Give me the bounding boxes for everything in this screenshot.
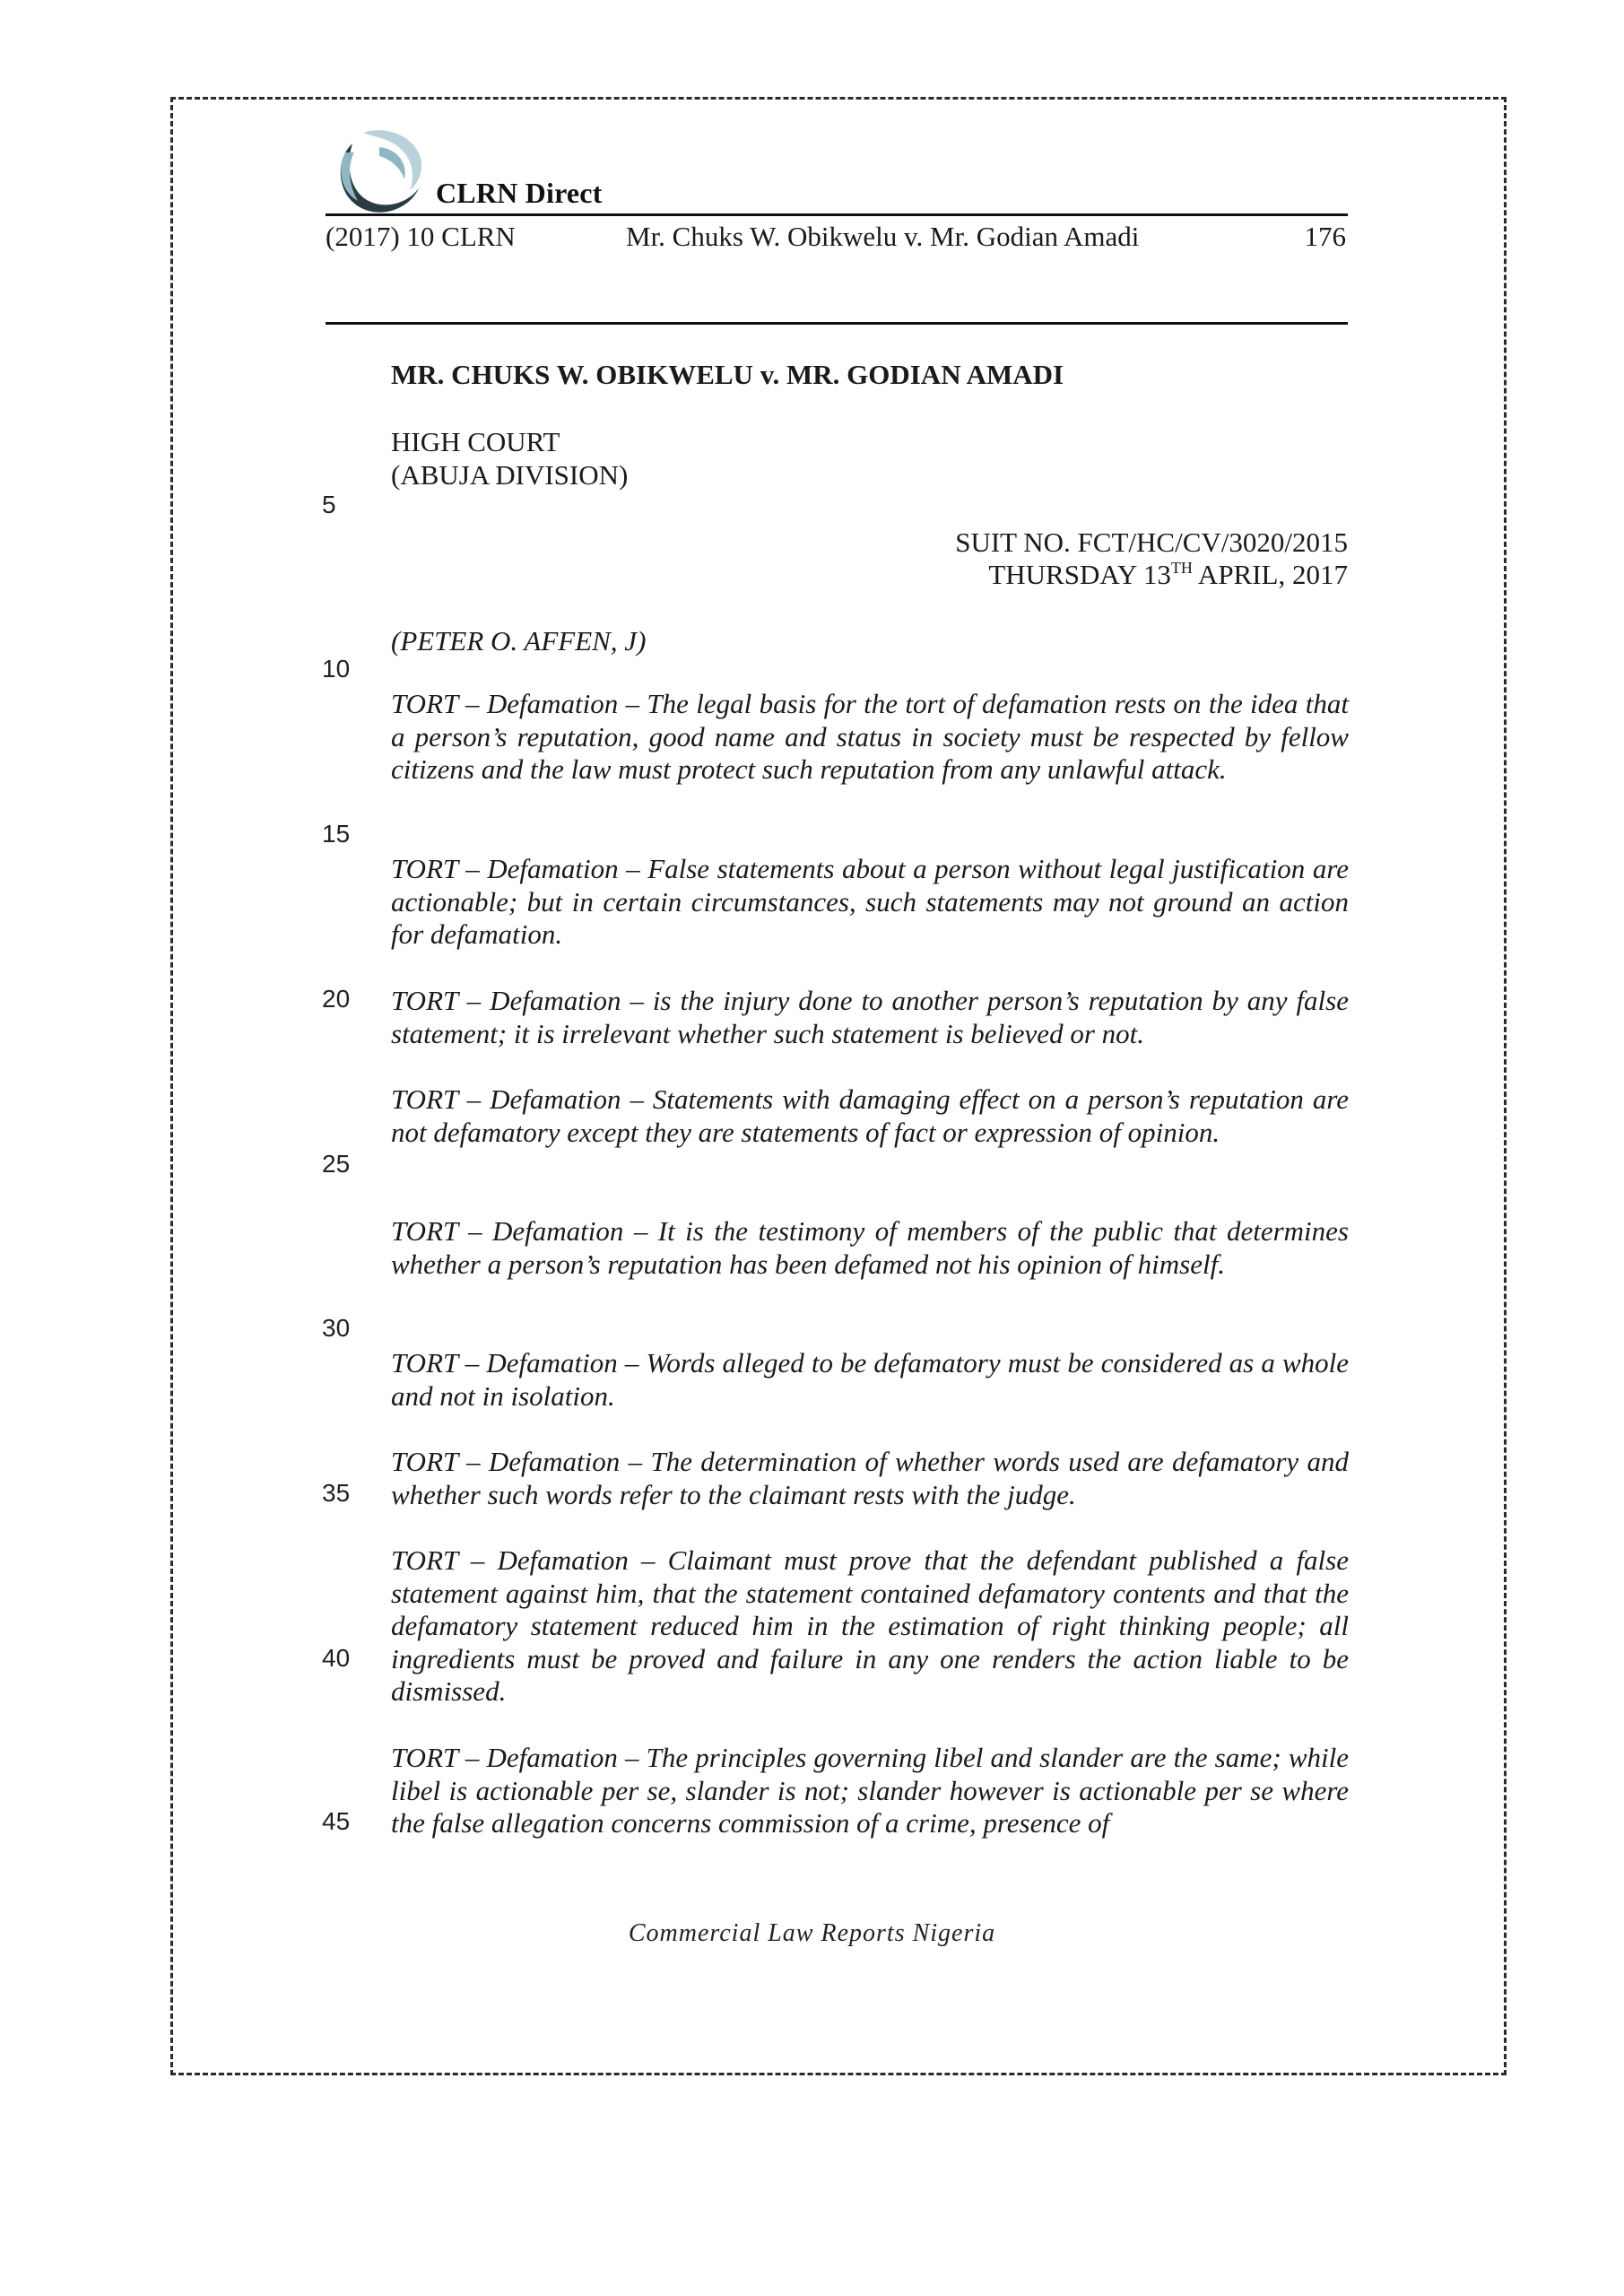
headnote-paragraph: TORT – Defamation – is the injury done to another person’s reputation by any false statement; it is irrelevant whether such statement is believed or not.	[391, 985, 1349, 1049]
clrn-swirl-logo-icon	[327, 126, 435, 220]
header-rule-bottom	[326, 322, 1348, 325]
line-number: 5	[322, 491, 336, 518]
headnote-paragraph: TORT – Defamation – Claimant must prove that the defendant published a false statement against him, that the statement contained defamatory contents and that the defamatory statement reduced him in the estimation of right thinking people; all ingredients must be proved and failure in any one renders the action liable to be dismissed.	[391, 1544, 1349, 1707]
line-number: 45	[322, 1807, 351, 1835]
line-number: 35	[322, 1479, 351, 1507]
header-citation: (2017) 10 CLRN	[326, 221, 516, 252]
line-number: 40	[322, 1644, 351, 1672]
headnote-paragraph: TORT – Defamation – The legal basis for the tort of defamation rests on the idea that a person’s reputation, good name and status in society must be respected by fellow citizens and the law must protect such reputation from any unlawful attack.	[391, 688, 1349, 785]
line-number: 15	[322, 820, 351, 848]
footer-publication: Commercial Law Reports Nigeria	[628, 1919, 996, 1947]
header-page-number: 176	[1304, 221, 1346, 252]
headnote-paragraph: TORT – Defamation – Statements with damaging effect on a person’s reputation are not defamatory except they are statements of fact or expression of opinion.	[391, 1083, 1349, 1148]
brand-name: CLRN Direct	[436, 177, 603, 209]
court-name: HIGH COURT	[391, 426, 560, 457]
headnote-paragraph: TORT – Defamation – Words alleged to be defamatory must be considered as a whole and not in isolation.	[391, 1347, 1349, 1412]
judgment-date: THURSDAY 13TH APRIL, 2017	[988, 559, 1348, 590]
headnote-paragraph: TORT – Defamation – False statements about a person without legal justification are actionable; but in certain circumstances, such statements may not ground an action for defamation.	[391, 853, 1349, 950]
headnote-paragraph: TORT – Defamation – The principles governing libel and slander are the same; while libel is actionable per se, slander is not; slander however is actionable per se where the false allegation concerns commission of a crime, presence of	[391, 1742, 1349, 1839]
line-number: 20	[322, 985, 351, 1013]
header-rule-top	[326, 213, 1348, 216]
case-title: MR. CHUKS W. OBIKWELU v. MR. GODIAN AMADI	[391, 359, 1064, 390]
line-number: 30	[322, 1314, 351, 1342]
line-number: 25	[322, 1150, 351, 1178]
headnote-paragraph: TORT – Defamation – It is the testimony of members of the public that determines whether a person’s reputation has been defamed not his opinion of himself.	[391, 1215, 1349, 1280]
header-parties: Mr. Chuks W. Obikwelu v. Mr. Godian Amadi	[626, 221, 1140, 252]
court-division: (ABUJA DIVISION)	[391, 459, 629, 491]
judge-name: (PETER O. AFFEN, J)	[391, 625, 647, 657]
suit-number: SUIT NO. FCT/HC/CV/3020/2015	[955, 526, 1348, 558]
line-number: 10	[322, 655, 351, 683]
headnote-paragraph: TORT – Defamation – The determination of whether words used are defamatory and whether such words refer to the claimant rests with the judge.	[391, 1446, 1349, 1510]
